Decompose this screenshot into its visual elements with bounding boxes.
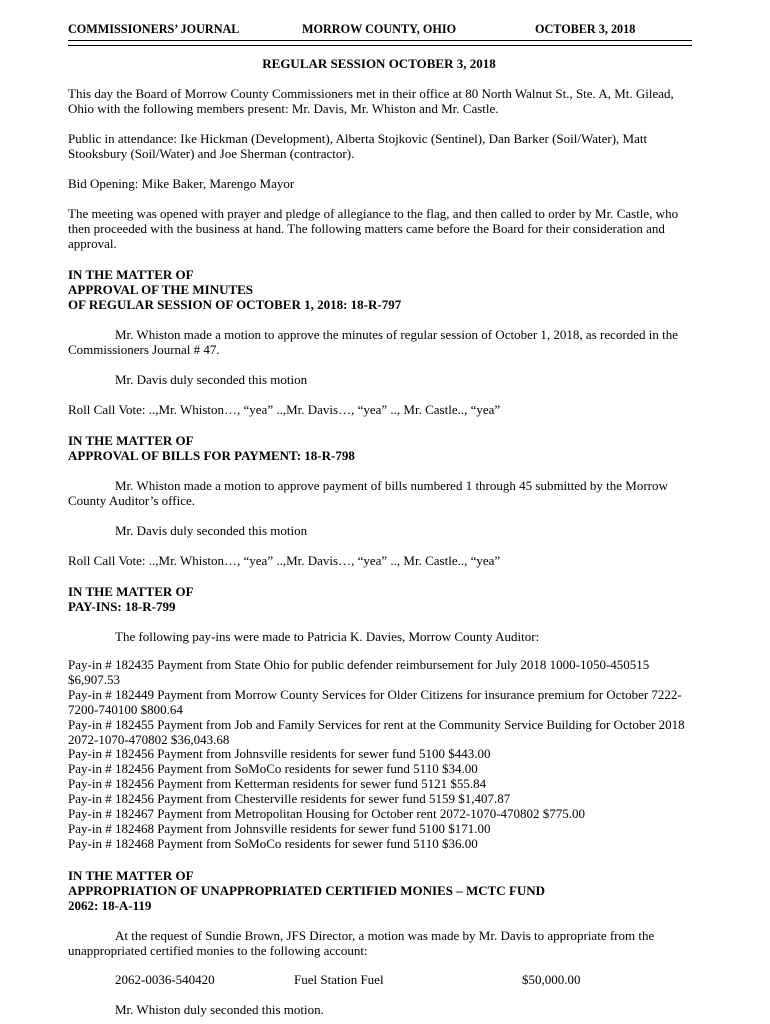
payin-item: Pay-in # 182468 Payment from SoMoCo residents for sewer fund 5110 $36.00 (68, 835, 478, 851)
heading-line: IN THE MATTER OF (68, 584, 194, 599)
minutes-second: Mr. Davis duly seconded this motion (115, 372, 308, 387)
heading-line: 2062: 18-A-119 (68, 897, 152, 913)
heading-line: IN THE MATTER OF (68, 267, 194, 282)
payin-item: Pay-in # 182468 Payment from Johnsville residents for sewer fund 5100 $171.00 (68, 820, 491, 836)
bills-motion: Mr. Whiston made a motion to approve payment of bills numbered 1 through 45 submitted by the Morrow County Auditor’s office. (68, 478, 668, 508)
appropriation-amount: $50,000.00 (522, 971, 581, 987)
header-double-rule (68, 40, 692, 46)
intro-members-paragraph: This day the Board of Morrow County Commissioners met in their office at 80 North Walnut St., Ste. A, Mt. Gilead, Ohio with the following members present: Mr. Davis, Mr. Whiston and Mr. Castle. (68, 86, 674, 116)
appropriation-second: Mr. Whiston duly seconded this motion. (115, 1001, 324, 1017)
heading-line: IN THE MATTER OF (68, 867, 194, 883)
bills-roll-call: Roll Call Vote: ..,Mr. Whiston…, “yea” ..,Mr. Davis…, “yea” .., Mr. Castle.., “yea” (68, 553, 501, 568)
section-bills-heading (68, 433, 690, 463)
heading-line: APPROVAL OF THE MINUTES (68, 282, 254, 297)
appropriation-description: Fuel Station Fuel (294, 971, 384, 987)
payin-item: Pay-in # 182455 Payment from Job and Family Services for rent at the Community Service Building for October 2018 2072-1070-470802 $36,043.68 (68, 716, 685, 747)
heading-line: APPROVAL OF BILLS FOR PAYMENT: 18-R-798 (68, 448, 355, 463)
header-journal-name: COMMISSIONERS’ JOURNAL (68, 22, 240, 36)
payin-item: Pay-in # 182435 Payment from State Ohio for public defender reimbursement for July 2018 1000-1050-450515 $6,907.53 (68, 657, 650, 687)
appropriation-line (68, 972, 690, 987)
appropriation-motion: At the request of Sundie Brown, JFS Director, a motion was made by Mr. Davis to appropriate from the unappropriated certified monies to the following account: (68, 927, 655, 958)
session-title: REGULAR SESSION OCTOBER 3, 2018 (262, 56, 496, 71)
intro-attendance-paragraph: Public in attendance: Ike Hickman (Development), Alberta Stojkovic (Sentinel), Dan Barker (Soil/Water), Matt Stooksbury (Soil/Water) and Joe Sherman (contractor). (68, 131, 648, 161)
intro-opening-paragraph: The meeting was opened with prayer and pledge of allegiance to the flag, and then called to order by Mr. Castle, who then proceeded with the business at hand. The following matters came before the Board for their consideration and approval. (68, 206, 679, 251)
appropriation-account: 2062-0036-540420 (115, 971, 215, 987)
section-appropriation-heading (68, 868, 690, 913)
payin-item: Pay-in # 182467 Payment from Metropolitan Housing for October rent 2072-1070-470802 $775.00 (68, 806, 586, 822)
heading-line: APPROPRIATION OF UNAPPROPRIATED CERTIFIED MONIES – MCTC FUND (68, 882, 546, 898)
payins-list (68, 658, 690, 852)
page-header (68, 22, 690, 38)
minutes-motion: Mr. Whiston made a motion to approve the minutes of regular session of October 1, 2018, as recorded in the Commissioners Journal # 47. (68, 327, 678, 357)
minutes-roll-call: Roll Call Vote: ..,Mr. Whiston…, “yea” ..,Mr. Davis…, “yea” .., Mr. Castle.., “yea” (68, 402, 501, 417)
heading-line: OF REGULAR SESSION OF OCTOBER 1, 2018: 18-R-797 (68, 297, 402, 312)
payins-intro: The following pay-ins were made to Patricia K. Davies, Morrow County Auditor: (115, 629, 540, 644)
intro-bid-opening: Bid Opening: Mike Baker, Marengo Mayor (68, 176, 295, 191)
payin-item: Pay-in # 182456 Payment from Johnsville residents for sewer fund 5100 $443.00 (68, 746, 491, 762)
payin-item: Pay-in # 182456 Payment from Ketterman residents for sewer fund 5121 $55.84 (68, 776, 487, 792)
bills-second: Mr. Davis duly seconded this motion (115, 523, 308, 538)
heading-line: PAY-INS: 18-R-799 (68, 599, 176, 614)
section-payins-heading (68, 584, 690, 614)
header-county: MORROW COUNTY, OHIO (302, 22, 457, 36)
payin-item: Pay-in # 182449 Payment from Morrow County Services for Older Citizens for insurance premium for October 7222-7200-740100 $800.64 (68, 686, 682, 717)
header-date: OCTOBER 3, 2018 (535, 22, 636, 36)
payin-item: Pay-in # 182456 Payment from SoMoCo residents for sewer fund 5110 $34.00 (68, 761, 478, 777)
payin-item: Pay-in # 182456 Payment from Chesterville residents for sewer fund 5159 $1,407.87 (68, 791, 511, 807)
heading-line: IN THE MATTER OF (68, 433, 194, 448)
journal-content (68, 22, 690, 1017)
section-minutes-heading (68, 267, 690, 312)
